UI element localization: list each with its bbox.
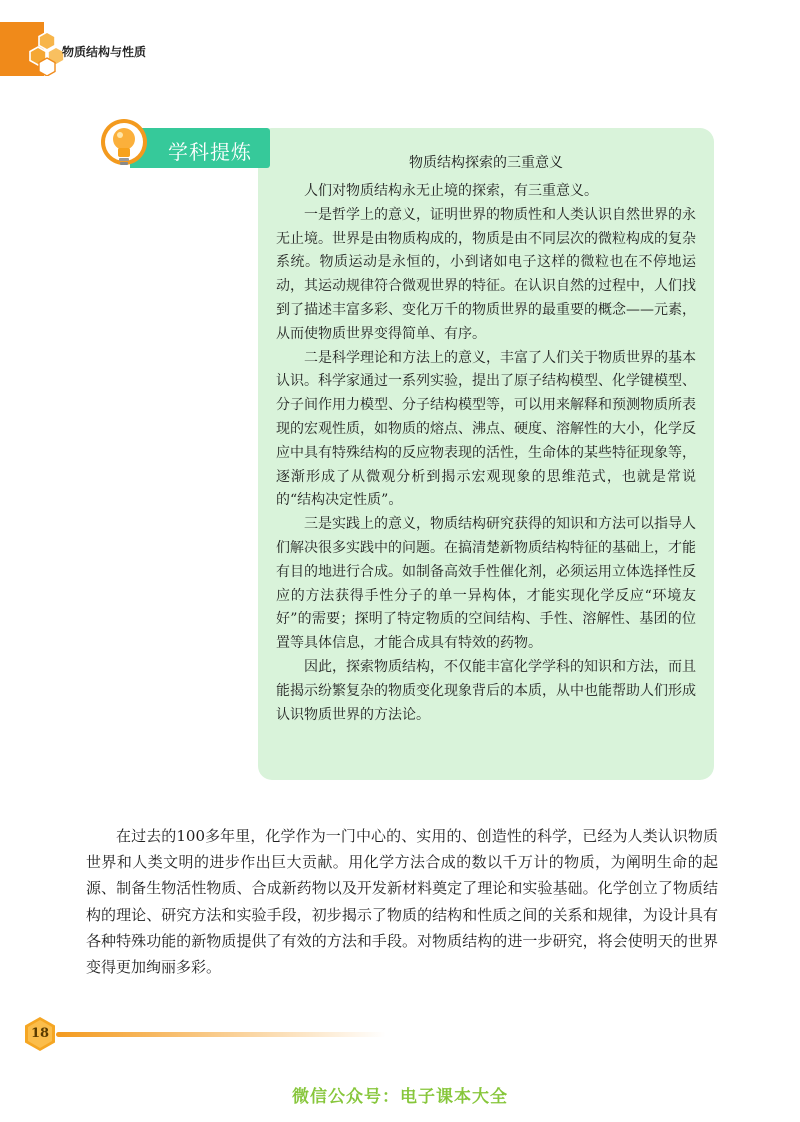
- box-paragraph: 三是实践上的意义，物质结构研究获得的知识和方法可以指导人们解决很多实践中的问题。在搞清楚新物质结构特征的基础上，才能有目的地进行合成。如制备高效手性催化剂，必须运用立体选择性反应的方法获得手性分子的单一异构体，才能实现化学反应“环境友好”的需要；探明了特定物质的空间结构、手性、溶解性、基团的位置等具体信息，才能合成具有特效的药物。: [276, 516, 696, 652]
- box-body: [276, 180, 696, 727]
- footer-accent-bar: [56, 1032, 386, 1037]
- box-paragraph: 一是哲学上的意义，证明世界的物质性和人类认识自然世界的永无止境。世界是由物质构成的，物质是由不同层次的微粒构成的复杂系统。物质运动是永恒的，小到诸如电子这样的微粒也在不停地运动，其运动规律符合微观世界的特征。在认识自然的过程中，人们找到了描述丰富多彩、变化万千的物质世界的最重要的概念——元素，从而使物质世界变得简单、有序。: [276, 206, 696, 342]
- section-banner-label: 学科提炼: [168, 140, 252, 164]
- lightbulb-icon: [100, 118, 148, 172]
- page-number: 18: [30, 1026, 50, 1041]
- watermark-text: 微信公众号：电子课本大全: [292, 1087, 508, 1107]
- box-paragraph: 二是科学理论和方法上的意义，丰富了人们关于物质世界的基本认识。科学家通过一系列实验，提出了原子结构模型、化学键模型、分子间作用力模型、分子结构模型等，可以用来解释和预测物质所表现的宏观性质，如物质的熔点、沸点、硬度、溶解性的大小，化学反应中具有特殊结构的反应物表现的活性，生命体的某些特征现象等，逐渐形成了从微观分析到揭示宏观现象的思维范式，也就是常说的“结构决定性质”。: [276, 349, 696, 509]
- box-paragraph: 人们对物质结构永无止境的探索，有三重意义。: [304, 183, 598, 199]
- main-paragraph: 在过去的100多年里，化学作为一门中心的、实用的、创造性的科学，已经为人类认识物质世界和人类文明的进步作出巨大贡献。用化学方法合成的数以千万计的物质，为阐明生命的起源、制备生物活性物质、合成新药物以及开发新材料奠定了理论和实验基础。化学创立了物质结构的理论、研究方法和实验手段，初步揭示了物质的结构和性质之间的关系和规律，为设计具有各种特殊功能的新物质提供了有效的方法和手段。对物质结构的进一步研究，将会使明天的世界变得更加绚丽多彩。: [86, 827, 718, 977]
- box-title: 物质结构探索的三重意义: [409, 155, 563, 171]
- box-paragraph: 因此，探索物质结构，不仅能丰富化学学科的知识和方法，而且能揭示纷繁复杂的物质变化现象背后的本质，从中也能帮助人们形成认识物质世界的方法论。: [276, 658, 696, 723]
- header-title: 物质结构与性质: [62, 45, 147, 59]
